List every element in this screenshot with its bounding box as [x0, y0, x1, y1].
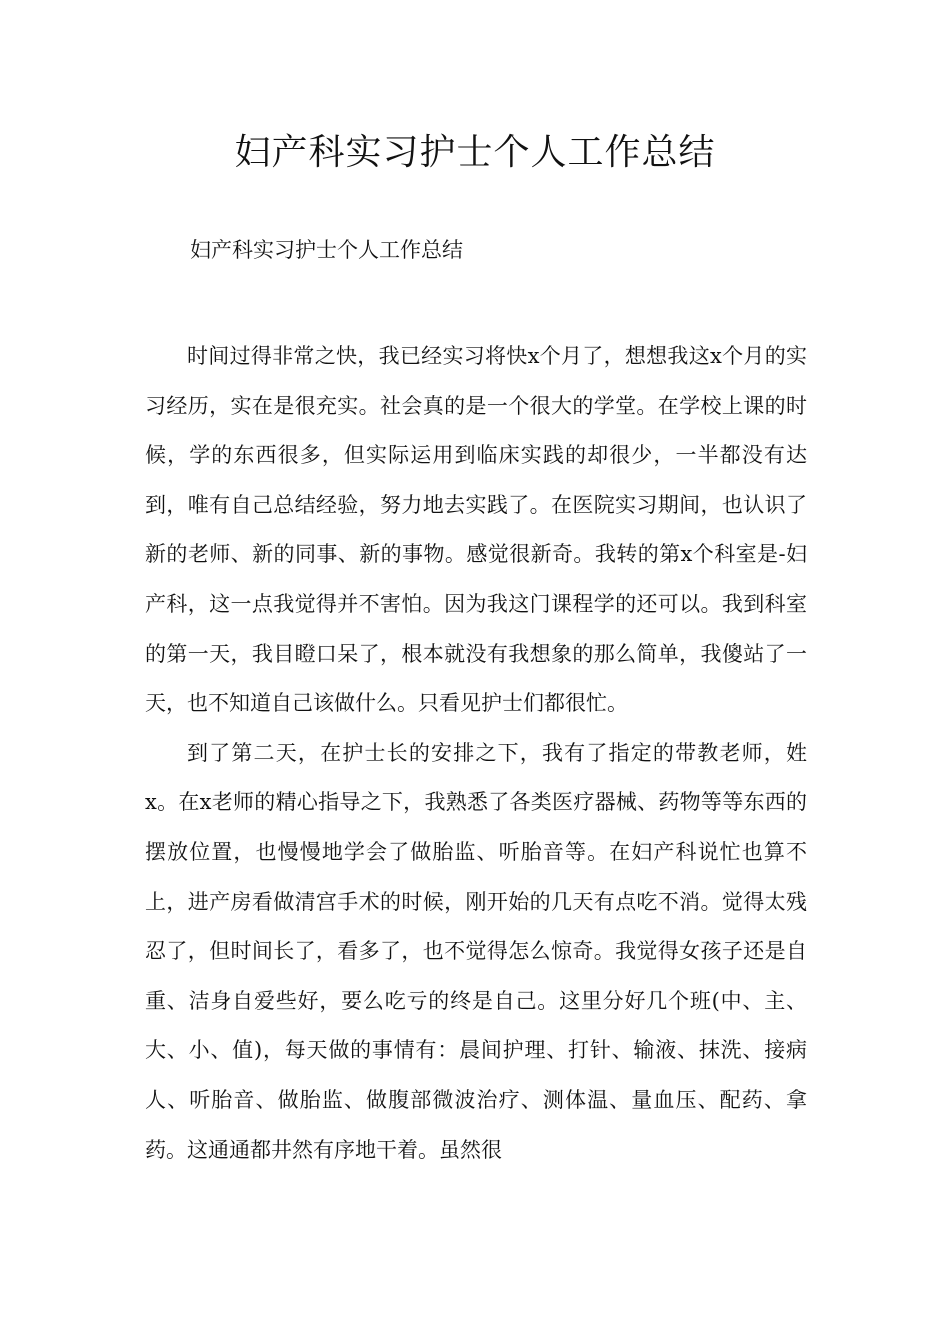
body-paragraph-1: 时间过得非常之快，我已经实习将快x个月了，想想我这x个月的实习经历，实在是很充实。社会真的是一个很大的学堂。在学校上课的时候，学的东西很多，但实际运用到临床实践的却很少，一半都没有达到，唯有自己总结经验，努力地去实践了。在医院实习期间，也认识了新的老师、新的同事、新的事物。感觉很新奇。我转的第x个科室是-妇产科，这一点我觉得并不害怕。因为我这门课程学的还可以。我到科室的第一天，我目瞪口呆了，根本就没有我想象的那么简单，我傻站了一天，也不知道自己该做什么。只看见护士们都很忙。: [145, 344, 807, 716]
document-title: 妇产科实习护士个人工作总结: [234, 132, 716, 173]
document-body: [145, 332, 807, 1175]
body-paragraph-2: 到了第二天，在护士长的安排之下，我有了指定的带教老师，姓x。在x老师的精心指导之下，我熟悉了各类医疗器械、药物等等东西的摆放位置，也慢慢地学会了做胎监、听胎音等。在妇产科说忙也算不上，进产房看做清宫手术的时候，刚开始的几天有点吃不消。觉得太残忍了，但时间长了，看多了，也不觉得怎么惊奇。我觉得女孩子还是自重、洁身自爱些好，要么吃亏的终是自己。这里分好几个班(中、主、大、小、值)，每天做的事情有：晨间护理、打针、输液、抹洗、接病人、听胎音、做胎监、做腹部微波治疗、测体温、量血压、配药、拿药。这通通都井然有序地干着。虽然很: [145, 740, 807, 1162]
document-subtitle: 妇产科实习护士个人工作总结: [190, 238, 463, 262]
